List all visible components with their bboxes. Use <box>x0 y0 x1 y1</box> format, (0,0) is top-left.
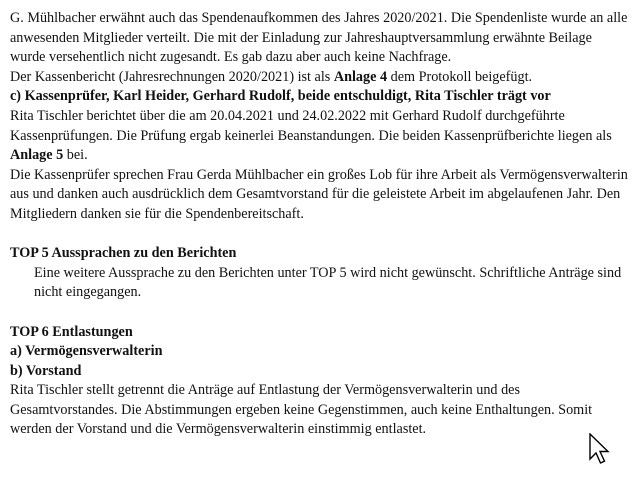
heading-top5-text: TOP 5 Aussprachen zu den Berichten <box>10 245 237 262</box>
paragraph-top5: Eine weitere Aussprache zu den Berichten unter TOP 5 wird nicht gewünscht. Schriftliche Anträge sind nicht eingegangen. <box>34 264 622 301</box>
mouse-pointer-arrow-icon <box>588 433 612 467</box>
blank-line <box>10 303 628 323</box>
subheading-vorstand <box>10 362 628 382</box>
paragraph-kassenbericht <box>10 68 628 88</box>
heading-top6-text: TOP 6 Entlastungen <box>10 323 133 340</box>
paragraph-entlastung: Rita Tischler stellt getrennt die Anträge auf Entlastung der Vermögensverwalterin und des Gesamtvorstandes. Die Abstimmungen ergeben keine Gegenstimmen, auch keine Enthaltungen. Somit werden der Vorstand und die Vermögensverwalterin einstimmig entlastet. <box>10 382 593 438</box>
document-page <box>10 9 628 440</box>
heading-kassenpruefer <box>10 87 628 107</box>
heading-kassenpruefer-text: c) Kassenprüfer, Karl Heider, Gerhard Rudolf, beide entschuldigt, Rita Tischler trägt vor <box>10 88 551 105</box>
subheading-vermoegensverwalterin-text: a) Vermögensverwalterin <box>10 343 163 360</box>
blank-line <box>10 225 628 245</box>
anlage-5-reference: Anlage 5 <box>10 147 64 164</box>
subheading-vorstand-text: b) Vorstand <box>10 362 82 379</box>
heading-top5 <box>10 244 628 264</box>
paragraph-lob: Die Kassenprüfer sprechen Frau Gerda Mühlbacher ein großes Lob für ihre Arbeit als Vermögensverwalterin aus und danken auch ausdrücklich dem Gesamtvorstand für die geleistete Arbeit im abgelaufenen Jahr. Den Mitgliedern danken sie für die Spendenbereitschaft. <box>10 166 628 222</box>
paragraph-spendenaufkommen: G. Mühlbacher erwähnt auch das Spendenaufkommen des Jahres 2020/2021. Die Spendenliste wurde an alle anwesenden Mitglieder verteilt. Die mit der Einladung zur Jahreshauptversammlung erwähnte Beilage wurde versehentlich nicht zugesandt. Es gab dazu aber auch keine Nachfrage. <box>10 10 628 66</box>
kassenpruefungen-text-end: bei. <box>63 147 88 164</box>
anlage-4-reference: Anlage 4 <box>333 68 388 85</box>
kassenbericht-text: Der Kassenbericht (Jahresrechnungen 2020/2021) ist als <box>10 68 334 85</box>
paragraph-kassenpruefungen <box>10 107 628 166</box>
kassenbericht-text-end: dem Protokoll beigefügt. <box>387 68 533 85</box>
kassenpruefungen-text: Rita Tischler berichtet über die am 20.04.2021 und 24.02.2022 mit Gerhard Rudolf durchgeführte Kassenprüfungen. Die Prüfung ergab keinerlei Beanstandungen. Die beiden Kassenprüfberichte liegen als <box>10 107 612 144</box>
subheading-vermoegensverwalterin <box>10 342 628 362</box>
heading-top6 <box>10 323 628 343</box>
